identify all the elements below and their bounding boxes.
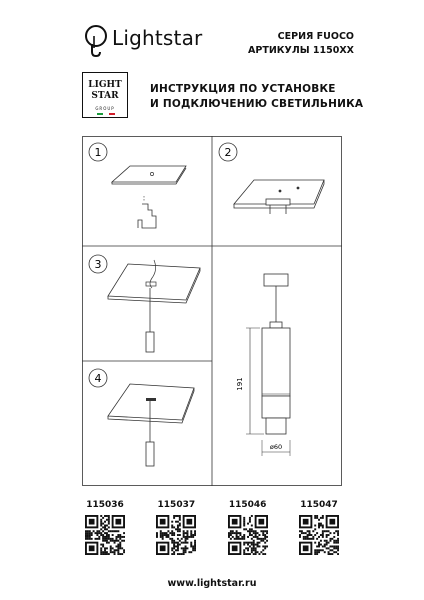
step-4-panel (89, 369, 194, 466)
qr-code-icon (299, 515, 339, 555)
step-2-number: 2 (224, 146, 232, 159)
series-block (248, 30, 354, 58)
step-2-mount (266, 199, 290, 205)
article-item (225, 500, 271, 559)
article-item (153, 500, 199, 559)
step-3-lamp (146, 332, 154, 352)
step-1-panel (89, 143, 186, 228)
instruction-grid (82, 136, 342, 486)
qr-code-icon (85, 515, 125, 555)
article-number: 115037 (157, 500, 196, 510)
step-2-panel (219, 143, 324, 214)
website-link[interactable]: www.lightstar.ru (167, 578, 257, 589)
lamp-ring (262, 396, 290, 418)
brand-logo-text: Lightstar (112, 26, 203, 50)
step-4-lamp (146, 442, 154, 466)
diameter-dimension-label: ø60 (269, 443, 283, 451)
article-number: 115047 (300, 500, 338, 510)
title-line-2: И ПОДКЛЮЧЕНИЮ СВЕТИЛЬНИКА (150, 98, 364, 110)
step-1-bracket (138, 204, 156, 228)
canopy (264, 274, 288, 286)
article-item (82, 500, 128, 559)
brand-box-logo (82, 72, 128, 118)
article-number: 115036 (86, 500, 124, 510)
brand-box-group: GROUP (95, 106, 115, 111)
brand-box-line-1: LIGHT (88, 80, 122, 90)
brand-box-line-2: STAR (91, 91, 119, 101)
step-1-plate (112, 166, 186, 182)
article-number: 115046 (228, 500, 267, 510)
step-3-panel (89, 255, 200, 352)
lamp-body (262, 328, 290, 396)
step-4-number: 4 (94, 372, 102, 385)
article-item (296, 500, 342, 559)
italian-flag-icon (97, 113, 115, 115)
article-range: АРТИКУЛЫ 1150XX (248, 45, 354, 56)
qr-code-icon (156, 515, 196, 555)
step-1-number: 1 (94, 146, 102, 159)
step-3-number: 3 (94, 258, 102, 271)
qr-code-icon (228, 515, 268, 555)
title-line-1: ИНСТРУКЦИЯ ПО УСТАНОВКЕ (150, 83, 336, 95)
step-4-plate (108, 384, 194, 420)
page-title (150, 82, 363, 112)
series-name: СЕРИЯ FUOCO (277, 31, 354, 42)
height-dimension-label: 191 (236, 377, 244, 391)
article-codes (82, 500, 342, 559)
dimension-drawing (236, 274, 290, 456)
lamp-tip (266, 418, 286, 434)
